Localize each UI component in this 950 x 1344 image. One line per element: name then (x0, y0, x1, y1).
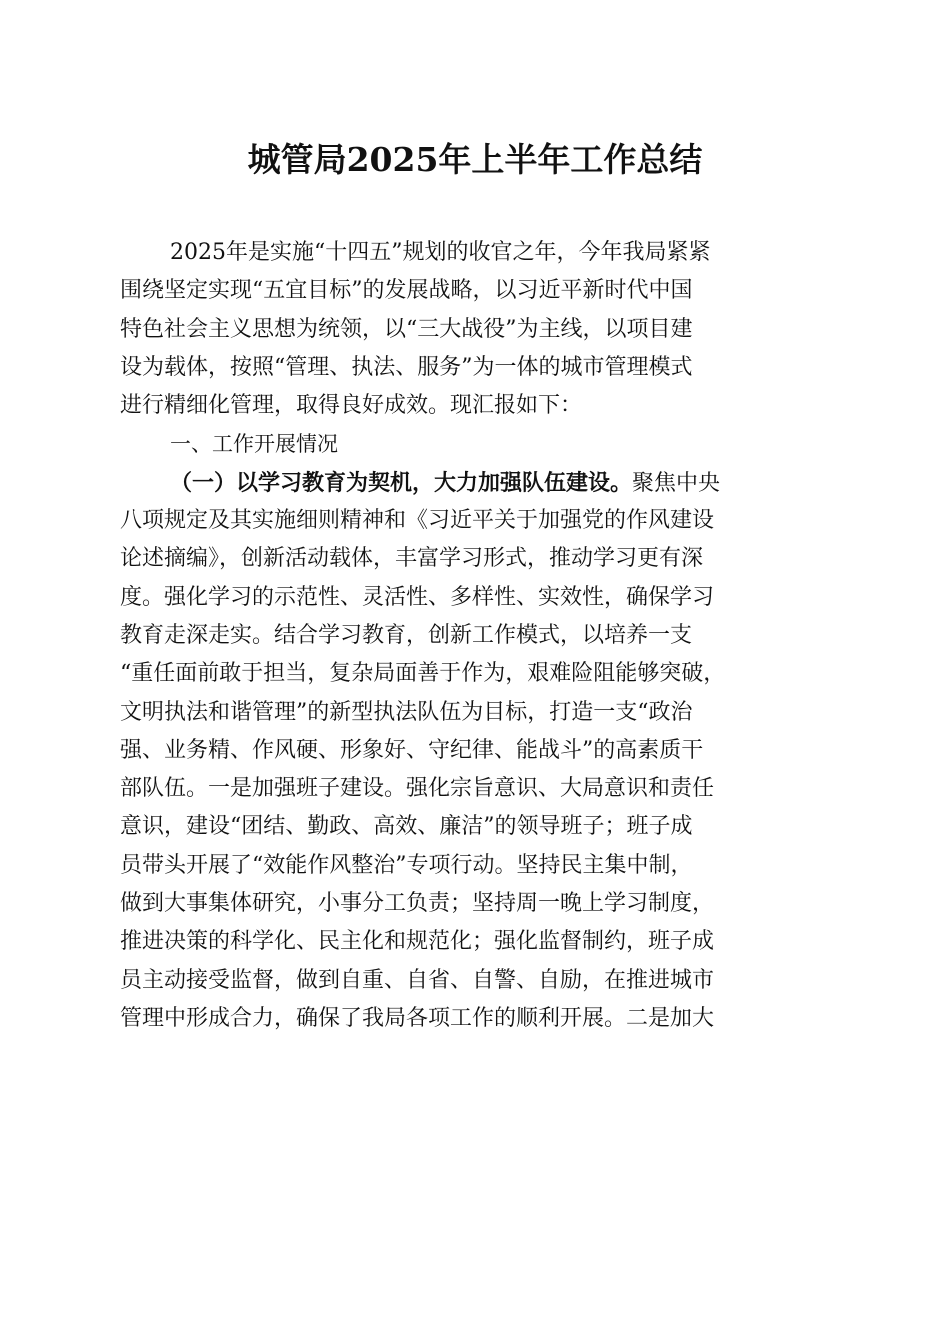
paragraph-text: 聚焦中央 (632, 470, 721, 496)
paragraph-line: 管理中形成合力，确保了我局各项工作的顺利开展。二是加大 (120, 1005, 715, 1031)
paragraph-line: 设为载体，按照“管理、执法、服务”为一体的城市管理模式 (120, 354, 693, 380)
paragraph-line: 做到大事集体研究，小事分工负责；坚持周一晚上学习制度， (120, 891, 715, 917)
paragraph-line: 围绕坚定实现“五宜目标”的发展战略，以习近平新时代中国 (120, 278, 693, 304)
paragraph-line: 推进决策的科学化、民主化和规范化；强化监督制约，班子成 (120, 929, 715, 955)
paragraph-line: 进行精细化管理，取得良好成效。现汇报如下： (120, 393, 583, 419)
paragraph-line: 员主动接受监督，做到自重、自省、自警、自励，在推进城市 (120, 967, 715, 993)
document-title: 城管局2025年上半年工作总结 (247, 140, 703, 179)
subsection-line (120, 464, 832, 502)
paragraph-line: “重任面前敢于担当，复杂局面善于作为，艰难险阻能够突破， (120, 661, 726, 687)
section-heading: 一、工作开展情况 (170, 432, 338, 457)
paragraph-line: 特色社会主义思想为统领，以“三大战役”为主线，以项目建 (120, 316, 693, 342)
paragraph-line: 教育走深走实。结合学习教育，创新工作模式，以培养一支 (120, 622, 693, 648)
paragraph-line: 八项规定及其实施细则精神和《习近平关于加强党的作风建设 (120, 508, 715, 534)
paragraph-line: 员带头开展了“效能作风整治”专项行动。坚持民主集中制， (120, 852, 693, 878)
subsection-heading: （一）以学习教育为契机，大力加强队伍建设。 (170, 469, 633, 496)
paragraph-line: 度。强化学习的示范性、灵活性、多样性、实效性，确保学习 (120, 584, 715, 610)
paragraph-line: 文明执法和谐管理”的新型执法队伍为目标，打造一支“政治 (120, 699, 693, 725)
paragraph-line: 强、业务精、作风硬、形象好、守纪律、能战斗”的高素质干 (120, 737, 704, 763)
paragraph-line: 意识，建设“团结、勤政、高效、廉洁”的领导班子；班子成 (120, 814, 693, 840)
paragraph-line: 部队伍。一是加强班子建设。强化宗旨意识、大局意识和责任 (120, 776, 715, 802)
paragraph-line: 2025年是实施“十四五”规划的收官之年，今年我局紧紧 (170, 240, 711, 265)
paragraph-line: 论述摘编》，创新活动载体，丰富学习形式，推动学习更有深 (120, 546, 704, 572)
document-body (120, 234, 832, 1038)
